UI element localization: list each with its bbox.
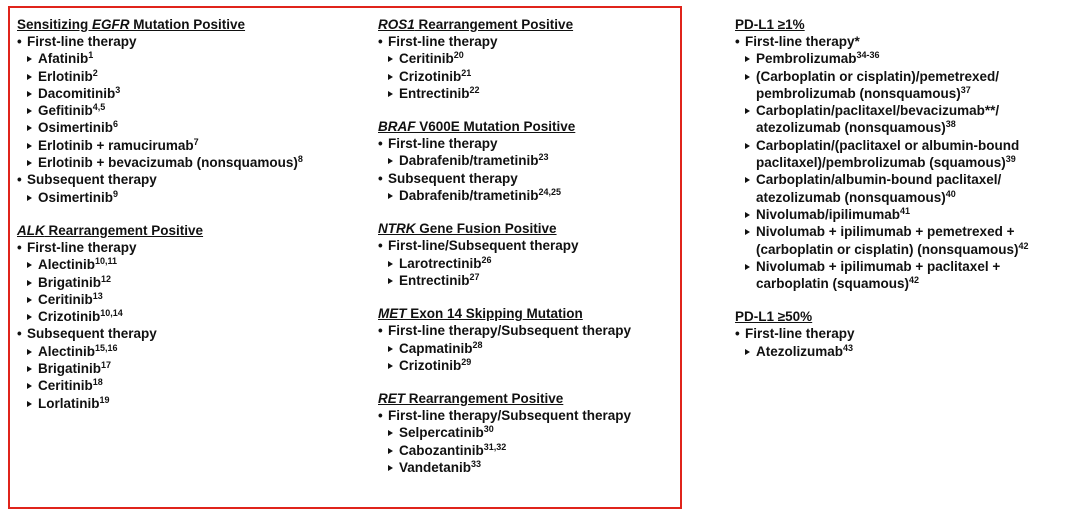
triangle-bullet-icon xyxy=(27,297,32,303)
drug-name: Dacomitinib xyxy=(38,85,116,101)
drug-item xyxy=(17,189,347,206)
section-heading: ROS1 Rearrangement Positive xyxy=(378,17,574,32)
reference-superscript: 39 xyxy=(1005,154,1016,165)
drug-name: Dabrafenib/trametinib xyxy=(399,188,539,204)
drug-item xyxy=(378,187,678,204)
therapy-line-label: • First-line/Subsequent therapy xyxy=(378,237,678,254)
triangle-bullet-icon xyxy=(745,108,750,114)
column-right xyxy=(735,16,1080,376)
drug-name: Capmatinib xyxy=(399,340,473,356)
section-met xyxy=(378,305,678,374)
drug-list xyxy=(17,343,347,412)
drug-item xyxy=(735,137,1080,172)
reference-superscript: 2 xyxy=(92,67,98,78)
triangle-bullet-icon xyxy=(27,143,32,149)
reference-superscript: 21 xyxy=(461,67,472,78)
reference-superscript: 30 xyxy=(483,424,494,435)
drug-name: (carboplatin or cisplatin) (nonsquamous) xyxy=(756,241,1019,257)
drug-item xyxy=(17,137,347,154)
drug-list xyxy=(378,50,678,102)
drug-item xyxy=(17,68,347,85)
therapy-line-label: • First-line therapy xyxy=(735,325,1080,342)
reference-superscript: 38 xyxy=(945,119,956,130)
drug-list xyxy=(378,255,678,290)
drug-item xyxy=(735,171,1080,206)
drug-name: Nivolumab + ipilimumab + paclitaxel + xyxy=(756,258,1001,274)
triangle-bullet-icon xyxy=(745,349,750,355)
triangle-bullet-icon xyxy=(388,346,393,352)
reference-superscript: 12 xyxy=(101,273,112,284)
reference-superscript: 6 xyxy=(113,119,119,130)
therapy-line-label: • Subsequent therapy xyxy=(17,171,347,188)
drug-name: Crizotinib xyxy=(38,309,101,325)
drug-item xyxy=(17,343,347,360)
drug-name: (Carboplatin or cisplatin)/pemetrexed/ xyxy=(756,68,1000,84)
drug-item xyxy=(17,154,347,171)
drug-item xyxy=(17,85,347,102)
section-heading: RET Rearrangement Positive xyxy=(378,391,564,407)
drug-item xyxy=(735,223,1080,258)
drug-name: Brigatinib xyxy=(38,361,101,377)
drug-name: Lorlatinib xyxy=(38,395,100,411)
triangle-bullet-icon xyxy=(27,314,32,320)
triangle-bullet-icon xyxy=(745,264,750,270)
triangle-bullet-icon xyxy=(388,193,393,199)
drug-name: atezolizumab (nonsquamous) xyxy=(756,189,946,205)
therapy-line-label: • First-line therapy/Subsequent therapy xyxy=(378,322,678,339)
section-ret xyxy=(378,390,678,476)
section-heading: PD-L1 ≥50% xyxy=(735,309,813,325)
drug-name: Larotrectinib xyxy=(399,255,482,271)
drug-name: Dabrafenib/trametinib xyxy=(399,153,539,169)
triangle-bullet-icon xyxy=(27,195,32,201)
triangle-bullet-icon xyxy=(745,56,750,62)
drug-item xyxy=(735,206,1080,223)
section-heading: PD-L1 ≥1% xyxy=(735,17,805,32)
drug-name: carboplatin (squamous) xyxy=(756,276,910,292)
drug-item xyxy=(378,272,678,289)
drug-item xyxy=(17,308,347,325)
reference-superscript: 1 xyxy=(88,50,94,61)
reference-superscript: 15,16 xyxy=(95,342,118,353)
triangle-bullet-icon xyxy=(27,349,32,355)
drug-list xyxy=(378,152,678,169)
reference-superscript: 4,5 xyxy=(92,102,106,113)
therapy-line-label: • First-line therapy/Subsequent therapy xyxy=(378,407,678,424)
therapy-line-label: • First-line therapy xyxy=(17,33,347,50)
section-ntrk xyxy=(378,220,678,289)
triangle-bullet-icon xyxy=(388,430,393,436)
section-alk xyxy=(17,222,347,412)
reference-superscript: 17 xyxy=(101,360,112,371)
triangle-bullet-icon xyxy=(27,280,32,286)
reference-superscript: 37 xyxy=(960,84,971,95)
reference-superscript: 8 xyxy=(297,154,303,165)
drug-name: Erlotinib + bevacizumab (nonsquamous) xyxy=(38,155,298,171)
drug-name: Osimertinib xyxy=(38,120,114,136)
triangle-bullet-icon xyxy=(388,363,393,369)
drug-name: Entrectinib xyxy=(399,272,470,288)
reference-superscript: 27 xyxy=(469,271,480,282)
triangle-bullet-icon xyxy=(388,465,393,471)
therapy-line-label: • First-line therapy* xyxy=(735,33,1080,50)
drug-name: paclitaxel)/pembrolizumab (squamous) xyxy=(756,155,1006,171)
drug-list xyxy=(735,50,1080,292)
drug-item xyxy=(378,85,678,102)
triangle-bullet-icon xyxy=(388,278,393,284)
triangle-bullet-icon xyxy=(27,125,32,131)
reference-superscript: 40 xyxy=(945,188,956,199)
therapy-line-label: • First-line therapy xyxy=(378,33,678,50)
column-left xyxy=(17,16,347,428)
triangle-bullet-icon xyxy=(27,74,32,80)
drug-item xyxy=(17,50,347,67)
drug-name: Alectinib xyxy=(38,343,96,359)
drug-item xyxy=(735,68,1080,103)
drug-item xyxy=(378,424,678,441)
drug-name: Selpercatinib xyxy=(399,425,484,441)
section-braf xyxy=(378,118,678,204)
triangle-bullet-icon xyxy=(745,177,750,183)
drug-name: pembrolizumab (nonsquamous) xyxy=(756,85,961,101)
drug-item xyxy=(378,442,678,459)
triangle-bullet-icon xyxy=(388,261,393,267)
triangle-bullet-icon xyxy=(388,56,393,62)
reference-superscript: 23 xyxy=(538,152,549,163)
drug-list xyxy=(378,187,678,204)
drug-name: Carboplatin/albumin-bound paclitaxel/ xyxy=(756,172,1002,188)
drug-item xyxy=(735,50,1080,67)
drug-name: Gefitinib xyxy=(38,103,93,119)
drug-item xyxy=(378,459,678,476)
drug-list xyxy=(735,343,1080,360)
reference-superscript: 41 xyxy=(900,205,911,216)
drug-item xyxy=(378,50,678,67)
drug-name: Pembrolizumab xyxy=(756,51,857,67)
reference-superscript: 10,14 xyxy=(100,308,123,319)
triangle-bullet-icon xyxy=(27,383,32,389)
reference-superscript: 10,11 xyxy=(95,256,118,267)
drug-name: Entrectinib xyxy=(399,85,470,101)
triangle-bullet-icon xyxy=(388,74,393,80)
triangle-bullet-icon xyxy=(388,448,393,454)
triangle-bullet-icon xyxy=(745,212,750,218)
section-heading: ALK Rearrangement Positive xyxy=(17,222,204,238)
reference-superscript: 42 xyxy=(1018,240,1029,251)
drug-name: Cabozantinib xyxy=(399,442,484,458)
drug-item xyxy=(17,256,347,273)
drug-name: Alectinib xyxy=(38,257,96,273)
triangle-bullet-icon xyxy=(27,401,32,407)
column-middle xyxy=(378,16,678,492)
drug-list xyxy=(378,424,678,476)
reference-superscript: 7 xyxy=(193,136,199,147)
drug-name: Vandetanib xyxy=(399,460,472,476)
reference-superscript: 42 xyxy=(909,275,920,286)
reference-superscript: 19 xyxy=(99,394,110,405)
reference-superscript: 34-36 xyxy=(856,50,880,61)
drug-name: Crizotinib xyxy=(399,68,462,84)
section-pdl1-50 xyxy=(735,308,1080,360)
triangle-bullet-icon xyxy=(388,91,393,97)
drug-item xyxy=(17,274,347,291)
drug-list xyxy=(378,340,678,375)
therapy-line-label: • Subsequent therapy xyxy=(17,325,347,342)
drug-item xyxy=(17,102,347,119)
triangle-bullet-icon xyxy=(745,74,750,80)
reference-superscript: 33 xyxy=(471,459,482,470)
drug-name: Ceritinib xyxy=(38,291,93,307)
reference-superscript: 29 xyxy=(461,356,472,367)
section-heading: NTRK Gene Fusion Positive xyxy=(378,221,557,237)
therapy-line-label: • First-line therapy xyxy=(378,135,678,152)
reference-superscript: 13 xyxy=(92,290,103,301)
reference-superscript: 22 xyxy=(469,84,480,95)
triangle-bullet-icon xyxy=(27,160,32,166)
reference-superscript: 24,25 xyxy=(538,187,562,198)
drug-name: Brigatinib xyxy=(38,274,101,290)
reference-superscript: 28 xyxy=(472,339,483,350)
drug-item xyxy=(17,395,347,412)
drug-item xyxy=(735,258,1080,293)
drug-list xyxy=(17,50,347,171)
reference-superscript: 18 xyxy=(92,377,103,388)
therapy-line-label: • First-line therapy xyxy=(17,239,347,256)
drug-name: Ceritinib xyxy=(38,378,93,394)
triangle-bullet-icon xyxy=(745,229,750,235)
reference-superscript: 3 xyxy=(115,84,121,95)
drug-name: Nivolumab/ipilimumab xyxy=(756,206,901,222)
drug-item xyxy=(17,291,347,308)
drug-item xyxy=(378,357,678,374)
triangle-bullet-icon xyxy=(27,91,32,97)
section-heading: BRAF V600E Mutation Positive xyxy=(378,119,576,135)
drug-item xyxy=(378,152,678,169)
reference-superscript: 43 xyxy=(843,342,854,353)
drug-name: Carboplatin/paclitaxel/bevacizumab**/ xyxy=(756,103,1000,119)
triangle-bullet-icon xyxy=(27,108,32,114)
drug-name: Ceritinib xyxy=(399,51,454,67)
triangle-bullet-icon xyxy=(388,158,393,164)
drug-name: Osimertinib xyxy=(38,189,114,205)
section-heading: MET Exon 14 Skipping Mutation xyxy=(378,306,583,322)
drug-list xyxy=(17,189,347,206)
drug-item xyxy=(735,102,1080,137)
triangle-bullet-icon xyxy=(27,366,32,372)
reference-superscript: 9 xyxy=(113,188,119,199)
section-ros1 xyxy=(378,16,678,102)
drug-item xyxy=(735,343,1080,360)
drug-name: Nivolumab + ipilimumab + pemetrexed + xyxy=(756,224,1015,240)
drug-name: Afatinib xyxy=(38,51,89,67)
section-pdl1-1 xyxy=(735,16,1080,292)
drug-name: atezolizumab (nonsquamous) xyxy=(756,120,946,136)
drug-item xyxy=(378,255,678,272)
section-heading: Sensitizing EGFR Mutation Positive xyxy=(17,17,246,32)
drug-list xyxy=(17,256,347,325)
drug-item xyxy=(378,340,678,357)
triangle-bullet-icon xyxy=(745,143,750,149)
drug-name: Crizotinib xyxy=(399,357,462,373)
drug-item xyxy=(17,119,347,136)
therapy-line-label: • Subsequent therapy xyxy=(378,170,678,187)
drug-name: Erlotinib xyxy=(38,68,93,84)
reference-superscript: 20 xyxy=(453,50,464,61)
drug-item xyxy=(378,68,678,85)
reference-superscript: 31,32 xyxy=(483,441,507,452)
drug-item xyxy=(17,360,347,377)
triangle-bullet-icon xyxy=(27,262,32,268)
section-egfr xyxy=(17,16,347,206)
drug-item xyxy=(17,377,347,394)
drug-name: Atezolizumab xyxy=(756,343,844,359)
drug-name: Erlotinib + ramucirumab xyxy=(38,137,194,153)
drug-name: Carboplatin/(paclitaxel or albumin-bound xyxy=(756,137,1020,153)
reference-superscript: 26 xyxy=(481,254,492,265)
triangle-bullet-icon xyxy=(27,56,32,62)
